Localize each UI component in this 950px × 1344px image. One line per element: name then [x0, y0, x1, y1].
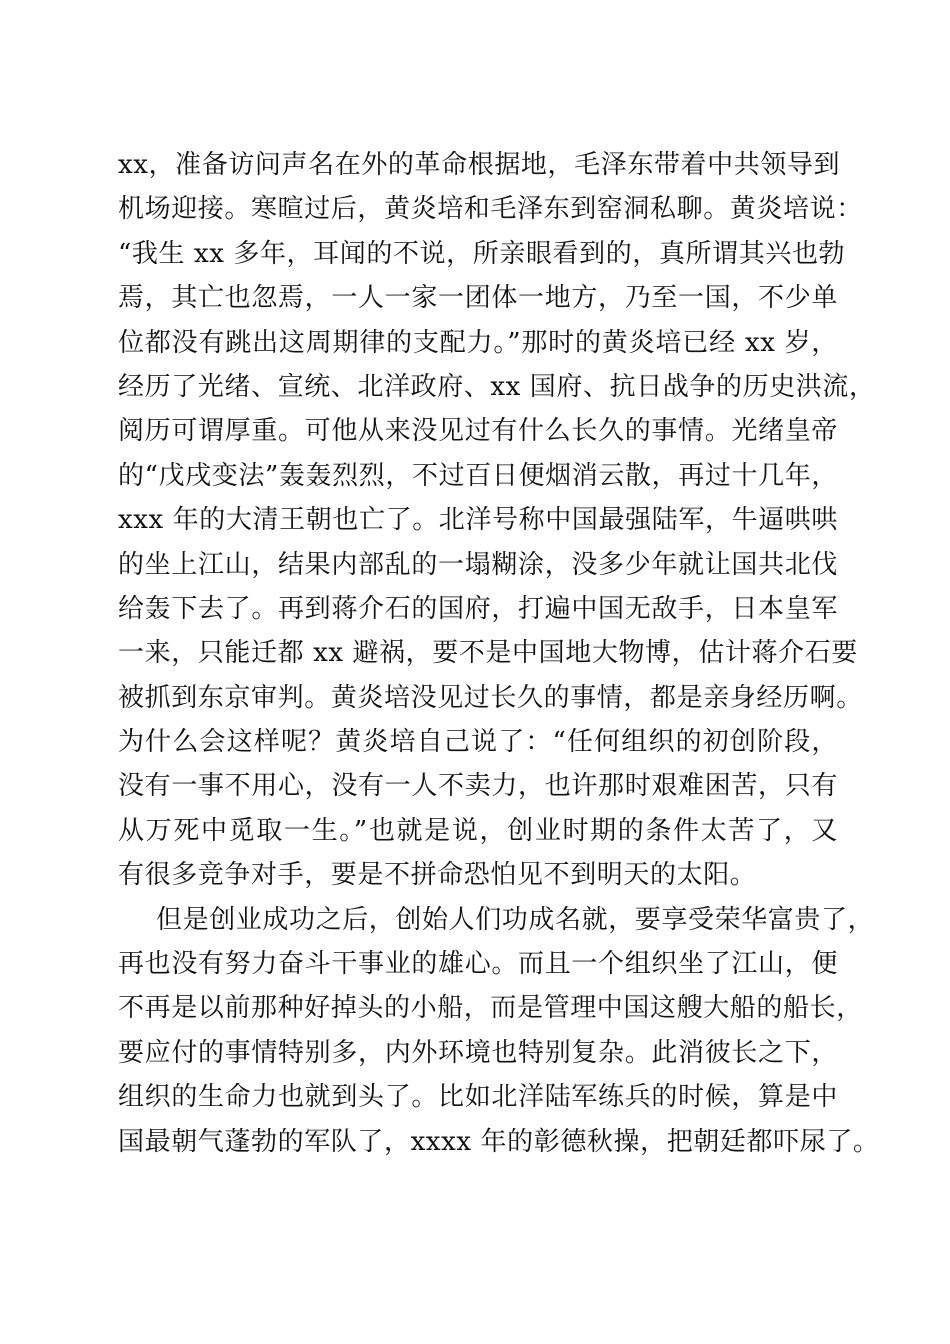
- text-line: 经历了光绪、宣统、北洋政府、xx 国府、抗日战争的历史洪流，: [118, 371, 876, 402]
- text-line: 阅历可谓厚重。可他从来没见过有什么长久的事情。光绪皇帝: [118, 416, 838, 447]
- paragraph-start-line: 但是创业成功之后，创始人们功成名就，要享受荣华富贵了，: [156, 904, 875, 935]
- text-line: 从万死中觅取一生。”也就是说，创业时期的条件太苦了，又: [118, 815, 838, 846]
- text-line: 一来，只能迁都 xx 避祸，要不是中国地大物博，估计蒋介石要: [118, 638, 858, 669]
- text-line: xx，准备访问声名在外的革命根据地，毛泽东带着中共领导到: [118, 150, 841, 180]
- text-line: 给轰下去了。再到蒋介石的国府，打遍中国无敌手，日本皇军: [118, 593, 838, 624]
- text-line: 位都没有跳出这周期律的支配力。”那时的黄炎培已经 xx 岁，: [118, 327, 838, 358]
- text-line: 被抓到东京审判。黄炎培没见过长久的事情，都是亲身经历啊。: [118, 682, 863, 713]
- text-line: 组织的生命力也就到头了。比如北洋陆军练兵的时候，算是中: [118, 1082, 838, 1113]
- body-text: [118, 143, 880, 1164]
- text-line: 的“戊戌变法”轰轰烈烈，不过百日便烟消云散，再过十几年，: [118, 460, 838, 491]
- text-line: 不再是以前那种好掉头的小船，而是管理中国这艘大船的船长，: [118, 993, 863, 1024]
- text-line: 机场迎接。寒暄过后，黄炎培和毛泽东到窑洞私聊。黄炎培说：: [118, 194, 863, 225]
- text-line: 为什么会这样呢？黄炎培自己说了：“任何组织的初创阶段，: [118, 727, 838, 758]
- paragraph-end-line: 有很多竞争对手，要是不拼命恐怕见不到明天的太阳。: [118, 860, 757, 891]
- text-line: 国最朝气蓬勃的军队了，xxxx 年的彰德秋操，把朝廷都吓尿了。: [118, 1126, 880, 1157]
- text-line: “我生 xx 多年，耳闻的不说，所亲眼看到的，真所谓其兴也勃: [118, 238, 846, 269]
- text-line: xxx 年的大清王朝也亡了。北洋号称中国最强陆军，牛逼哄哄: [118, 505, 838, 536]
- text-line: 焉，其亡也忽焉，一人一家一团体一地方，乃至一国，不少单: [118, 283, 838, 314]
- text-line: 没有一事不用心，没有一人不卖力，也许那时艰难困苦，只有: [118, 771, 838, 802]
- text-line: 的坐上江山，结果内部乱的一塌糊涂，没多少年就让国共北伐: [118, 549, 838, 580]
- text-line: 再也没有努力奋斗干事业的雄心。而且一个组织坐了江山，便: [118, 949, 838, 980]
- text-line: 要应付的事情特别多，内外环境也特别复杂。此消彼长之下，: [118, 1037, 838, 1068]
